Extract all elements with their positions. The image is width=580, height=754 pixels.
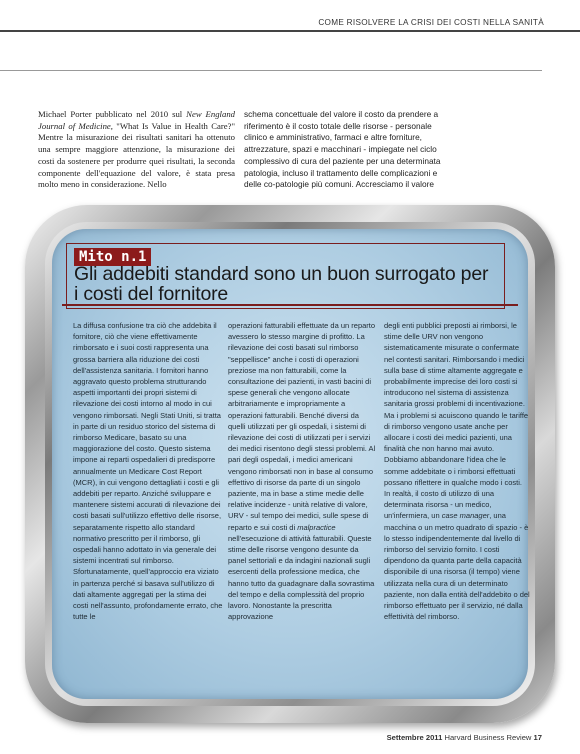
issue-date: Settembre 2011 — [386, 733, 443, 742]
column-text: degli enti pubblici preposti ai rimborsi, le stime delle URV non vengono sistematicamente misurate o confermate nel contesti sanitari. Rimborsando i medici sulla base di stime altamente aggregate e probabilmente imprecise dei loro costi si introducono nel sistema di assistenza sanitaria grossi problemi di incentivazione. Ma i problemi si acuiscono quando le tariffe di rimborso vengono usate anche per allocare i costi dei medici pazienti, una finalità che non hanno mai avuto. — [384, 321, 529, 454]
column-text — [228, 320, 378, 622]
column-text — [384, 454, 530, 622]
column-text-emphasis: malpractice — [297, 522, 336, 532]
myth-title: Gli addebiti standard sono un buon surrogato per i costi del fornitore — [74, 263, 489, 305]
column-text-part: Dobbiamo abbandonare l'idea che le somme addebitate o i rimborsi effettuati possano riflettere in qualche modo i costi. In realtà, il costo di utilizzo di una determinata risorsa - un medico, un'infermiera, un — [384, 455, 522, 521]
intro-text-continued: , "What Is Value in Health Care?" Mentre la misurazione dei risultati sanitari ha ottenuto una sempre maggiore attenzione, la misurazione dei costi da sostenere per produrre quei risultati, la seconda componente dell'equazione del valore, è stata presa molto meno in considerazione. Nello — [38, 120, 235, 190]
column-text: La diffusa confusione tra ciò che addebita il fornitore, ciò che viene effettivamente rimborsato e i suoi costi rappresenta una grossa barriera alla riduzione dei costi dell'assistenza sanitaria. I fornitori hanno aggravato questo problema strutturando aspetti importanti dei propri sistemi di rilevazione dei costi intorno al modo in cui vengono rimborsati. Negli Stati Uniti, si tratta in parte di un residuo storico del sistema di rimborso Medicare, basato su una maggiorazione del costo. Questo sistema impone ai reparti ospedalieri di predisporre annualmente un Medicare Cost Report (MCR), in cui vengono dettagliati i costi e gli addebiti per reparto. Anziché sviluppare e mantenere sistemi accurati di rilevazione dei costi basati sull'utilizzo effettivo delle risorse, separatamente rispetto allo standard normativo prescritto per il rimborso, gli ospedali hanno adottato in via generale dei sistemi incentrati sul rimborso. Sfortunatamente, quell'approccio era viziato in partenza perché si basava sull'utilizzo di dati altamente aggregati per la stima dei costi nell'assunto, profondamente errato, che tutte le — [73, 321, 223, 622]
intro-text: Michael Porter pubblicato nel 2010 sul — [38, 109, 187, 119]
column-text-part: , una macchina o un metro quadrato di spazio - è lo stesso indipendentemente dal livello di rimborso del servizio fornito. I costi dipendono da quanta parte della capacità disponibile di una risorsa (il tempo) viene utilizzata nella cura di un determinato paziente, non dalla entità dell'addebito o del rimborso effettuato per il servizio, né dalla effettività del rimborso. — [384, 511, 530, 622]
running-head: COME RISOLVERE LA CRISI DEI COSTI NELLA SANITÀ — [318, 18, 544, 27]
top-rule — [0, 30, 580, 32]
intro-left-column — [38, 109, 235, 191]
sidebar-column-3 — [384, 320, 530, 622]
section-rule — [0, 70, 542, 71]
myth-label: Mito n.1 — [74, 248, 151, 266]
sidebar-column-2 — [228, 320, 378, 622]
intro-right-column: schema concettuale del valore il costo da prendere a riferimento è il costo totale delle risorse - personale clinico e amministrativo, farmaci e altre forniture, attrezzature, spazi e macchinari - impiegate nel ciclo complessivo di cura del paziente per una determinata patologia, incluso il trattamento delle complicazioni e delle co-patologie più comuni. Accresciamo il valore — [244, 109, 441, 190]
column-text-part: nell'esecuzione di attività fatturabili. Queste stime delle risorse vengono desunte da panel settoriali e da indagini nazionali sugli esercenti della professione medica, che hanno tutto da guadagnare dalla sovrastima del tempo e della complessità del proprio lavoro. Nonostante la prescritta approvazione — [228, 533, 375, 622]
magazine-name: Harvard Business Review — [444, 733, 532, 742]
page-number: 17 — [533, 733, 542, 742]
page-footer — [387, 733, 542, 742]
column-text-part: operazioni fatturabili effettuate da un reparto avessero lo stesso margine di profitto. La rilevazione dei costi basati sul rimborso "seppellisce" anche i costi di operazioni preziose ma non fatturabili, come la consultazione dei pazienti, in vasti bacini di spese generali che vengono allocate arbitrariamente e impropriamente a operazioni fatturabili. Benché diversi da quelli utilizzati per gli ospedali, i sistemi di rilevazione dei costi di utilizzati per i servizi dei medici risentono degli stessi problemi. Al pari degli ospedali, i medici americani vengono rimborsati non in base al consumo effettivo di risorse da parte di un singolo paziente, ma in base a stime medie delle relative incidenze - unità relative di valore, URV - sul tempo dei medici, sulle spese di reparto e sui costi di — [228, 321, 376, 532]
column-text-emphasis: case manager — [441, 511, 490, 521]
sidebar-column-1 — [73, 320, 223, 622]
journal-name: New England Journal of Medicine — [38, 109, 236, 131]
